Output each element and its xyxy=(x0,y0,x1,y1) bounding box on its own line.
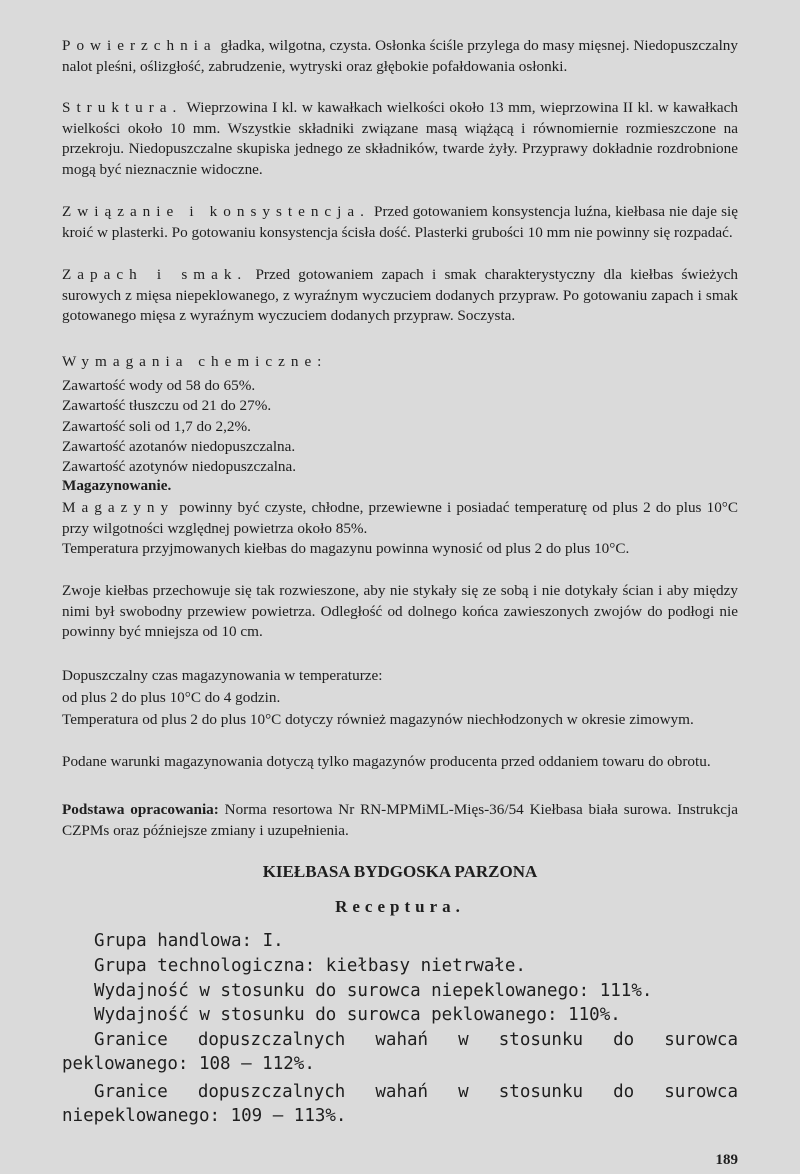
recipe-line: Wydajność w stosunku do surowca niepeklowanego: 111%. xyxy=(94,981,653,1001)
storage-heading: Magazynowanie. xyxy=(62,477,172,494)
storage-p1-label: Magazyny xyxy=(62,499,175,516)
chemical-line: Zawartość tłuszczu od 21 do 27%. xyxy=(62,397,272,414)
chemical-line: Zawartość soli od 1,7 do 2,2%. xyxy=(62,418,251,435)
basis-paragraph xyxy=(62,800,738,841)
smell-text: Przed gotowaniem zapach i smak charakterystyczny dla kiełbas świeżych surowych z mięsa niepeklowanego, z wyraźnym wyczuciem dodanych przypraw. Po gotowaniu zapach i smak gotowanego mięsa z wyraźnym wyczuciem dodanych przypraw. Soczysta. xyxy=(62,266,738,325)
recipe-title: KIEŁBASA BYDGOSKA PARZONA xyxy=(262,862,538,881)
recipe-line: Granice dopuszczalnych wahań w stosunku do surowca peklowanego: 108 — 112%. xyxy=(62,1030,738,1074)
chemical-heading: Wymagania chemiczne: xyxy=(62,353,328,370)
storage-p2: Temperatura przyjmowanych kiełbas do magazynu powinna wynosić od plus 2 do plus 10°C. xyxy=(62,540,630,557)
structure-paragraph xyxy=(62,98,738,180)
recipe-line: Wydajność w stosunku do surowca peklowanego: 110%. xyxy=(94,1005,621,1025)
storage-p7: Podane warunki magazynowania dotyczą tylko magazynów producenta przed oddaniem towaru do obrotu. xyxy=(62,753,711,770)
binding-text: Przed gotowaniem konsystencja luźna, kiełbasa nie daje się kroić w plasterki. Po gotowaniu konsystencja ścisła dość. Plasterki grubości 10 mm nie powinny się rozpadać. xyxy=(62,203,738,241)
chemical-line: Zawartość azotanów niedopuszczalna. xyxy=(62,438,296,455)
chemical-line: Zawartość wody od 58 do 65%. xyxy=(62,377,256,394)
smell-label: Zapach i smak. xyxy=(62,266,248,283)
recipe-line: Grupa handlowa: I. xyxy=(94,931,284,951)
binding-paragraph xyxy=(62,202,738,243)
storage-p5: od plus 2 do plus 10°C do 4 godzin. xyxy=(62,689,281,706)
binding-label: Związanie i konsystencja. xyxy=(62,203,370,220)
storage-p1 xyxy=(62,498,738,539)
surface-paragraph xyxy=(62,36,738,77)
recipe-subtitle: Receptura. xyxy=(335,897,465,916)
smell-paragraph xyxy=(62,265,738,327)
basis-label: Podstawa opracowania: xyxy=(62,801,219,818)
recipe-line: Grupa technologiczna: kiełbasy nietrwałe. xyxy=(94,956,526,976)
recipe-line: Granice dopuszczalnych wahań w stosunku do surowca niepeklowanego: 109 — 113%. xyxy=(62,1082,738,1126)
storage-p3: Zwoje kiełbas przechowuje się tak rozwieszone, aby nie stykały się ze sobą i nie dotykały ścian i aby między nimi był swobodny przewiew powietrza. Odległość od dolnego końca zawieszonych zwojów do podłogi nie powinny być mniejsza od 10 cm. xyxy=(62,582,738,641)
structure-label: Struktura. xyxy=(62,99,183,116)
surface-text: gładka, wilgotna, czysta. Osłonka ściśle przylega do masy mięsnej. Niedopuszczalny nalot pleśni, oślizgłość, zabrudzenie, wytryski oraz głębokie pofałdowania osłonki. xyxy=(62,37,738,75)
basis-text: Norma resortowa Nr RN-MPMiML-Mięs-36/54 Kiełbasa biała surowa. Instrukcja CZPMs oraz późniejsze zmiany i uzupełnienia. xyxy=(62,801,738,839)
storage-p6: Temperatura od plus 2 do plus 10°C dotyczy również magazynów niechłodzonych w okresie zimowym. xyxy=(62,711,694,728)
surface-label: Powierzchnia xyxy=(62,37,217,54)
storage-p1-text: powinny być czyste, chłodne, przewiewne i posiadać temperaturę od plus 2 do plus 10°C przy wilgotności względnej powietrza około 85%. xyxy=(62,499,738,537)
page-number: 189 xyxy=(715,1152,738,1168)
chemical-line: Zawartość azotynów niedopuszczalna. xyxy=(62,458,297,475)
storage-p4: Dopuszczalny czas magazynowania w temperaturze: xyxy=(62,667,383,684)
structure-text: Wieprzowina I kl. w kawałkach wielkości około 13 mm, wieprzowina II kl. w kawałkach wielkości około 10 mm. Wszystkie składniki związane masą wiążącą i równomiernie rozmieszczone na przekroju. Niedopuszczalne skupiska jednego ze składników, twarde żyły. Przyprawy dokładnie rozdrobnione mogą być nieznacznie widoczne. xyxy=(62,99,738,178)
